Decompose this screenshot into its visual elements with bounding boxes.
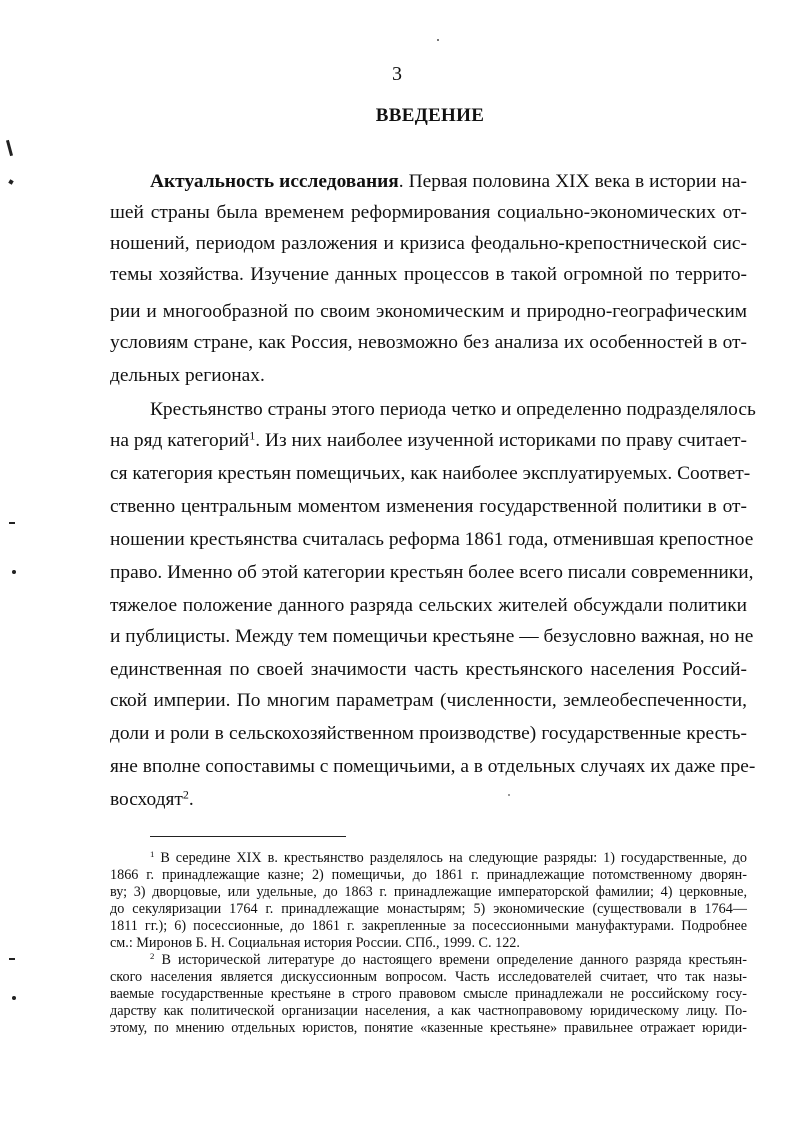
text-line: единственная по своей значимости часть крестьянского населения Россий- bbox=[110, 659, 747, 680]
text-line: восходят$^2$. bbox=[110, 787, 194, 810]
text-line: на ряд категорий$^1$. Из них наиболее изученной историками по праву считает- bbox=[110, 428, 747, 451]
text-line: ношении крестьянства считалась реформа 1861 года, отменившая крепостное bbox=[110, 529, 754, 550]
footnote-marker: 2 bbox=[150, 951, 155, 962]
footnote-line: дарству как политической организации населения, а как частноправовому юридическому лицу. По- bbox=[110, 1003, 747, 1019]
footnote-line: этому, по мнению отдельных юристов, понятие «казенные крестьяне» правильнее отражает юриди- bbox=[110, 1020, 747, 1036]
text-line: доли и роли в сельскохозяйственном производстве) государственные кресть- bbox=[110, 723, 747, 744]
text-line: право. Именно об этой категории крестьян более всего писали современники, bbox=[110, 562, 754, 583]
scan-mark bbox=[12, 570, 16, 574]
footnote-line: $^1$ В середине XIX в. крестьянство разделялось на следующие разряды: 1) государственные, до bbox=[150, 849, 747, 866]
page-heading: ВВЕДЕНИЕ bbox=[375, 105, 485, 126]
scan-mark bbox=[9, 522, 15, 524]
text-line: яне вполне сопоставимы с помещичьими, а в отдельных случаях их даже пре- bbox=[110, 756, 756, 777]
scan-mark bbox=[6, 140, 13, 156]
scan-mark bbox=[9, 958, 15, 960]
footnote-line: до секуляризации 1764 г. принадлежащие монастырям; 5) экономические (существовали в 1764— bbox=[110, 901, 747, 917]
text-line: рии и многообразной по своим экономическим и природно-географическим bbox=[110, 301, 747, 322]
text-line: Актуальность исследования. Первая половина XIX века в истории на- bbox=[150, 171, 747, 192]
text-line: ственно центральным моментом изменения государственной политики в от- bbox=[110, 496, 747, 517]
footnote-line: ского населения является дискуссионным вопросом. Часть исследователей считает, что так назы- bbox=[110, 969, 747, 985]
footnote-ref-1: 1 bbox=[249, 428, 256, 443]
footnote-line: см.: Миронов Б. Н. Социальная история России. СПб., 1999. С. 122. bbox=[110, 935, 520, 951]
footnote-line: 1811 гг.); 6) посессионные, до 1861 г. закрепленные за посессионными мануфактурами. Подробнее bbox=[110, 918, 747, 934]
scan-mark bbox=[508, 794, 510, 796]
scan-mark bbox=[8, 179, 13, 184]
footnote-marker: 1 bbox=[150, 849, 155, 860]
footnote-line: ваемые государственные крестьяне в строго правовом смысле принадлежали не российскому госу- bbox=[110, 986, 747, 1002]
footnote-ref-2: 2 bbox=[182, 787, 189, 802]
footnote-line: $^2$ В исторической литературе до настоящего времени определение данного разряда крестьян- bbox=[150, 951, 747, 968]
text-line: тяжелое положение данного разряда сельских жителей обсуждали политики bbox=[110, 595, 747, 616]
text-line: ской империи. По многим параметрам (численности, землеобеспеченности, bbox=[110, 690, 747, 711]
scan-mark bbox=[437, 39, 439, 41]
scan-mark bbox=[12, 996, 16, 1000]
text-line: ся категория крестьян помещичьих, как наиболее эксплуатируемых. Соответ- bbox=[110, 463, 751, 484]
footnote-line: 1866 г. принадлежащие казне; 2) помещичьи, до 1861 г. принадлежащие потомственному дворян- bbox=[110, 867, 747, 883]
footnote-separator bbox=[150, 836, 346, 837]
text-line: условиям стране, как Россия, невозможно без анализа их особенностей в от- bbox=[110, 332, 747, 353]
text-line: Крестьянство страны этого периода четко и определенно подразделялось bbox=[150, 399, 756, 420]
text-line: дельных регионах. bbox=[110, 365, 265, 386]
text-line: шей страны была временем реформирования социально-экономических от- bbox=[110, 202, 747, 223]
footnote-line: ву; 3) дворцовые, или удельные, до 1863 г. принадлежащие императорской фамилии; 4) церковные, bbox=[110, 884, 747, 900]
text-line: ношений, периодом разложения и кризиса феодально-крепостнической сис- bbox=[110, 233, 747, 254]
text-line: темы хозяйства. Изучение данных процессов в такой огромной по террито- bbox=[110, 264, 747, 285]
page-number: 3 bbox=[392, 63, 402, 85]
text-line: и публицисты. Между тем помещичьи крестьяне — безусловно важная, но не bbox=[110, 626, 754, 647]
relevance-lead: Актуальность исследования bbox=[150, 171, 399, 192]
